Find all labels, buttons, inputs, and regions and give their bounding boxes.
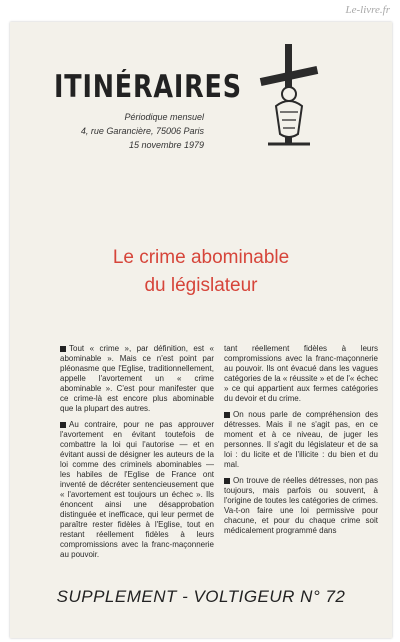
bullet-square-icon (60, 422, 66, 428)
paragraph: Tout « crime », par définition, est « abominable ». Mais ce n'est point par pléonasme que l'Eglise, traditionnellement, appelle l'avortement un « crime abominable ». C'est pour manifester que ce crime-là est encore plus abominable que la plupart des autres. (60, 344, 214, 413)
paragraph: On trouve de réelles détresses, non pas toujours, mais parfois ou souvent, à l'origine de toutes les catégories de crimes. Va-t-on faire une loi permissive pour chacune, et pour du chaque crime soit médicalement programmé dans (224, 476, 378, 535)
publication-address: 4, rue Garancière, 75006 Paris (80, 126, 204, 136)
bullet-square-icon (224, 412, 230, 418)
publication-type: Périodique mensuel (124, 112, 204, 122)
publication-info (74, 110, 204, 152)
document-page (10, 22, 392, 638)
watermark: Le-livre.fr (345, 4, 390, 16)
article-title-line-1: Le crime abominable (112, 247, 290, 268)
article-column-right (224, 344, 378, 576)
bullet-square-icon (224, 478, 230, 484)
supplement-banner: SUPPLEMENT - VOLTIGEUR N° 72 (56, 587, 346, 606)
masthead-title: ITINÉRAIRES (54, 69, 242, 105)
article-column-left (60, 344, 214, 576)
article-body (60, 344, 378, 576)
article-title (10, 244, 392, 300)
bullet-square-icon (60, 346, 66, 352)
cross-logo-icon (258, 42, 320, 150)
paragraph: On nous parle de compréhension des détresses. Mais il ne s'agit pas, en ce moment et à ce niveau, de juger les personnes. Il s'agit du législateur et de sa loi : du licite et de l'illicite : du bien et du mal. (224, 410, 378, 469)
publication-date: 15 novembre 1979 (128, 140, 204, 150)
article-title-line-2: du législateur (144, 275, 258, 296)
paragraph: tant réellement fidèles à leurs compromissions avec la franc-maçonnerie au pouvoir. Ils ont évacué dans les vagues catégories de la « réussite » et de l'« échec » ce qui appartient aux fermes catégories du devoir et du crime. (224, 344, 378, 403)
paragraph: Au contraire, pour ne pas approuver l'avortement en évitant toutefois de combattre la loi qui l'autorise — et en évitant aussi de désigner les auteurs de la loi comme des criminels abominables — les habiles de l'Eglise de France ont inventé de décréter sentencieusement que « l'avortement est toujours un échec ». Ils énoncent ainsi une désapprobation distinguée et inefficace, qui leur permet de paraître rester fidèles à l'Eglise, tout en restant réellement fidèles à leurs compromissions avec la franc-maçonnerie au pouvoir. (60, 420, 214, 559)
